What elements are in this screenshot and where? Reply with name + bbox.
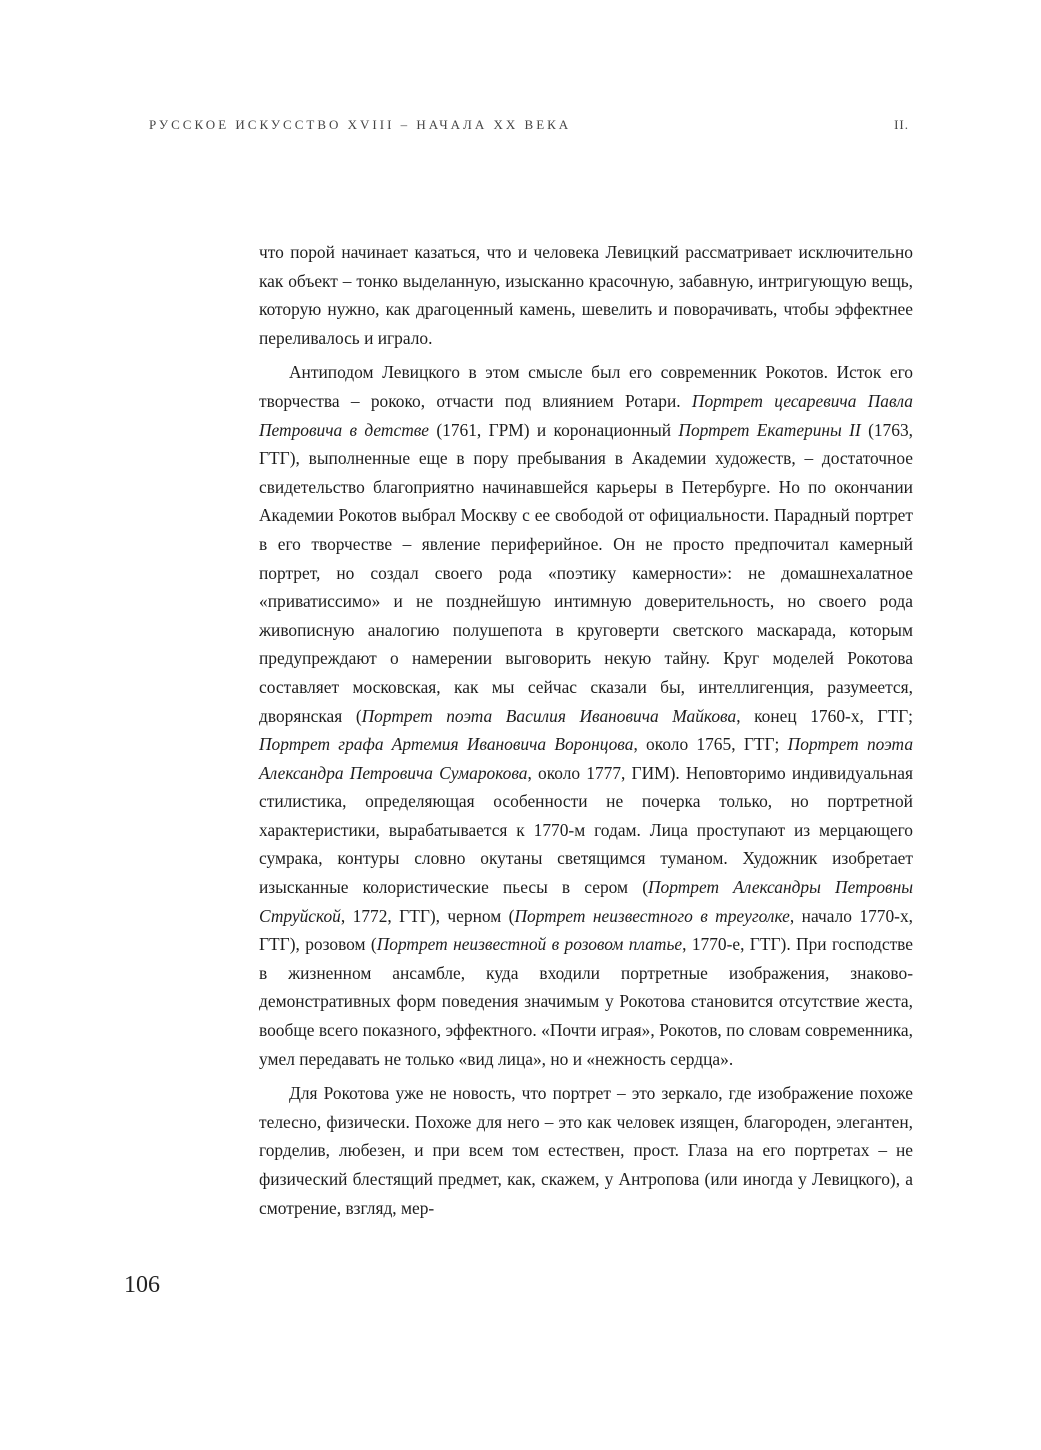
artwork-title: Портрет поэта Василия Ивановича Майкова xyxy=(361,705,737,726)
artwork-title: Портрет графа Артемия Ивановича Воронцова xyxy=(259,734,634,755)
text-run: , около 1765, ГТГ; xyxy=(633,734,788,755)
paragraph xyxy=(259,358,913,1073)
text-run: , начало 1770-х, ГТГ), розовом ( xyxy=(259,905,913,955)
running-head-section: II. xyxy=(894,117,909,132)
running-head xyxy=(149,117,909,133)
page-number: 106 xyxy=(124,1272,160,1298)
artwork-title: Портрет поэта Александра Петровича Сумарокова xyxy=(259,734,914,783)
artwork-title: Портрет Екатерины II xyxy=(678,419,861,440)
artwork-title: Портрет цесаревича Павла Петровича в детстве xyxy=(259,390,913,440)
artwork-title: Портрет Александры Петровны Струйской xyxy=(259,877,913,926)
paragraph xyxy=(259,1079,913,1222)
text-run: , около 1777, ГИМ). Неповторимо индивидуальная стилистика, определяющая особенности не почерка только, но портретной характеристики, вырабатывается к 1770-м годам. Лица проступают из мерцающего сумрака, контуры словно окутаны светящимся туманом. Художник изобретает изысканные колористические пьесы в сером ( xyxy=(259,762,913,898)
body-text xyxy=(259,238,913,1228)
text-run: что порой начинает казаться, что и человека Левицкий рассматривает исключительно как объект – тонко выделанную, изысканно красочную, забавную, интригующую вещь, которую нужно, как драгоценный камень, шевелить и поворачивать, чтобы эффектнее переливалось и играло. xyxy=(259,242,913,348)
text-run: Для Рокотова уже не новость, что портрет – это зеркало, где изображение похоже телесно, физически. Похоже для него – это как человек изящен, благороден, элегантен, горделив, любезен, и при всем том естествен, прост. Глаза на его портретах – не физический блестящий предмет, как, скажем, у Антропова (или иногда у Левицкого), а смотрение, взгляд, мер- xyxy=(259,1083,913,1218)
paragraph xyxy=(259,238,913,352)
text-run: Антиподом Левицкого в этом смысле был его современник Рокотов. Исток его творчества – рококо, отчасти под влиянием Ротари. xyxy=(259,362,913,411)
running-head-title: РУССКОЕ ИСКУССТВО XVIII – НАЧАЛА XX ВЕКА xyxy=(149,117,572,132)
text-run: , конец 1760-х, ГТГ; xyxy=(736,705,913,726)
text-run: , 1772, ГТГ), черном ( xyxy=(340,905,515,926)
text-run: (1761, ГРМ) и коронационный xyxy=(429,419,679,440)
artwork-title: Портрет неизвестного в треуголке xyxy=(514,905,790,926)
text-run: (1763, ГТГ), выполненные еще в пору пребывания в Академии художеств, – достаточное свидетельство благоприятно начинавшейся карьеры в Петербурге. Но по окончании Академии Рокотов выбрал Москву с ее свободой от официальности. Парадный портрет в его творчестве – явление периферийное. Он не просто предпочитал камерный портрет, но создал своего рода «поэтику камерности»: не домашнехалатное «приватиссимо» и не позднейшую интимную доверительность, но своего рода живописную аналогию полушепота в круговерти светского маскарада, которым предупреждают о намерении выговорить некую тайну. Круг моделей Рокотова составляет московская, как мы сейчас сказали бы, интеллигенция, разумеется, дворянская ( xyxy=(259,419,913,726)
artwork-title: Портрет неизвестной в розовом платье xyxy=(376,934,683,955)
text-run: , 1770-е, ГТГ). При господстве в жизненном ансамбле, куда входили портретные изображения, знаково-демонстративных форм поведения значимым у Рокотова становится отсутствие жеста, вообще всего показного, эффектного. «Почти играя», Рокотов, по словам современника, умел передавать не только «вид лица», но и «нежность сердца». xyxy=(259,934,913,1069)
